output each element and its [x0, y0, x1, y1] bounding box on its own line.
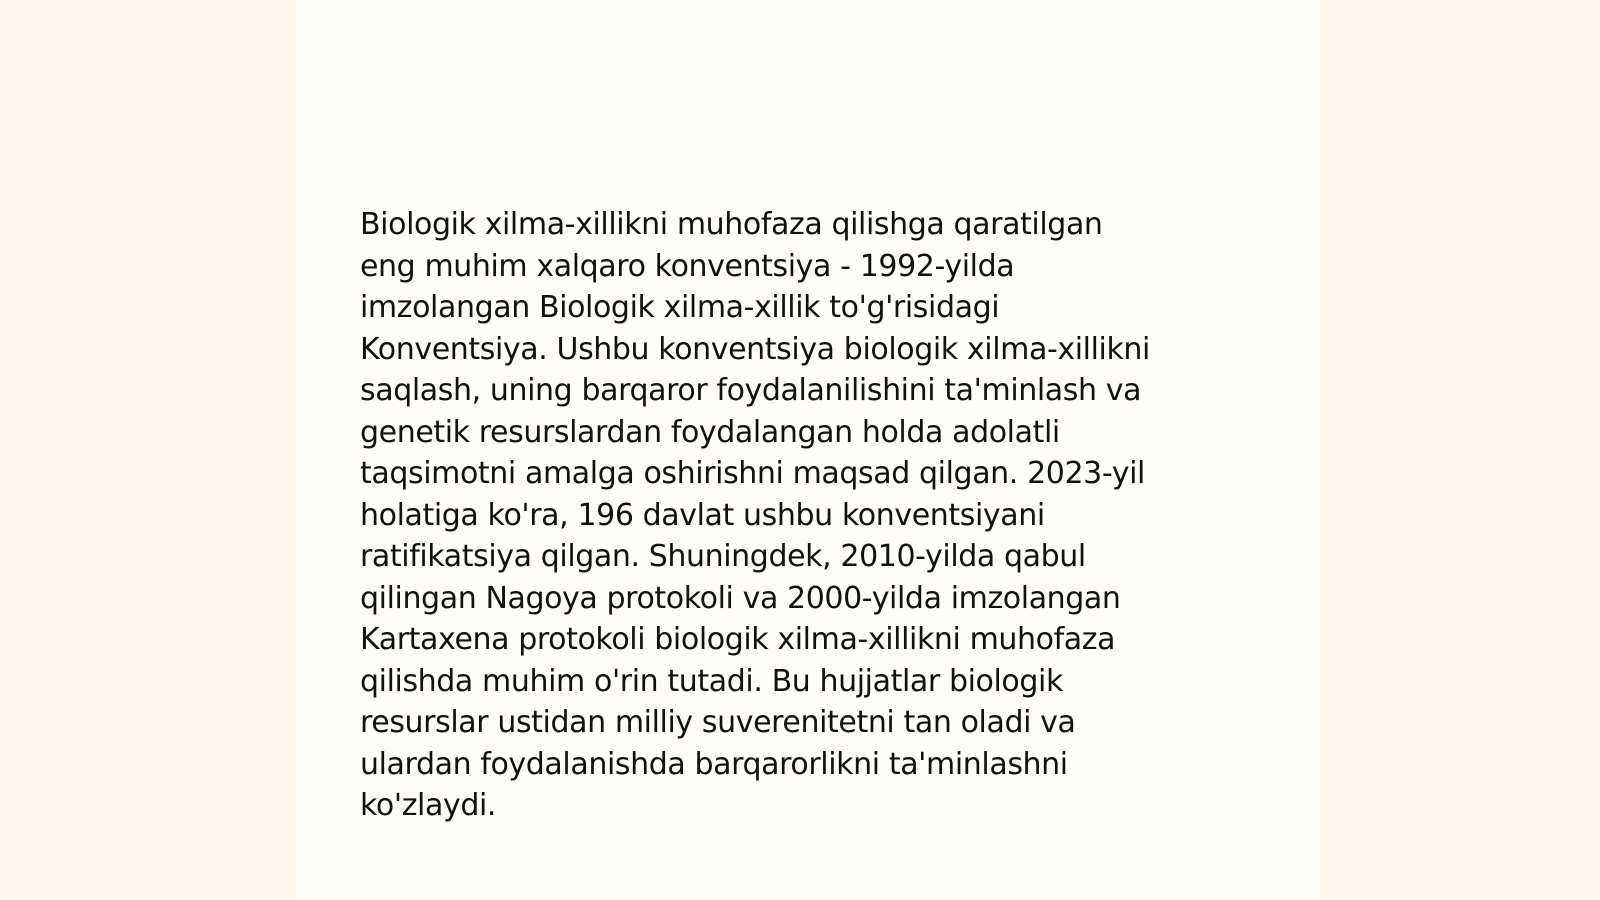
paragraph-line: holatiga ko'ra, 196 davlat ushbu konventsiyani — [360, 497, 1045, 533]
paragraph-line: saqlash, uning barqaror foydalanilishini ta'minlash va — [360, 373, 1142, 408]
paragraph-line: ratifikatsiya qilgan. Shuningdek, 2010-yilda qabul — [360, 539, 1086, 574]
document-page — [296, 0, 1320, 900]
paragraph-line: qilingan Nagoya protokoli va 2000-yilda imzolangan — [360, 580, 1121, 616]
paragraph-line: Konventsiya. Ushbu konventsiya biologik xilma-xillikni — [360, 331, 1150, 367]
paragraph-line: genetik resurslardan foydalangan holda adolatli — [360, 414, 1060, 450]
paragraph-line: resurslar ustidan milliy suverenitetni tan oladi va — [360, 705, 1076, 740]
paragraph-line: imzolangan Biologik xilma-xillik to'g'risidagi — [360, 290, 1000, 325]
paragraph-line: ulardan foydalanishda barqarorlikni ta'minlashni — [360, 746, 1068, 782]
paragraph-line: Kartaxena protokoli biologik xilma-xillikni muhofaza — [360, 622, 1116, 657]
paragraph-line: qilishda muhim o'rin tutadi. Bu hujjatlar biologik — [360, 663, 1063, 699]
body-paragraph — [360, 204, 1260, 827]
paragraph-line: ko'zlaydi. — [360, 788, 497, 823]
paragraph-line: eng muhim xalqaro konventsiya - 1992-yilda — [360, 248, 1015, 284]
paragraph-line: taqsimotni amalga oshirishni maqsad qilgan. 2023-yil — [360, 456, 1145, 491]
paragraph-line: Biologik xilma-xillikni muhofaza qilishga qaratilgan — [360, 207, 1103, 242]
